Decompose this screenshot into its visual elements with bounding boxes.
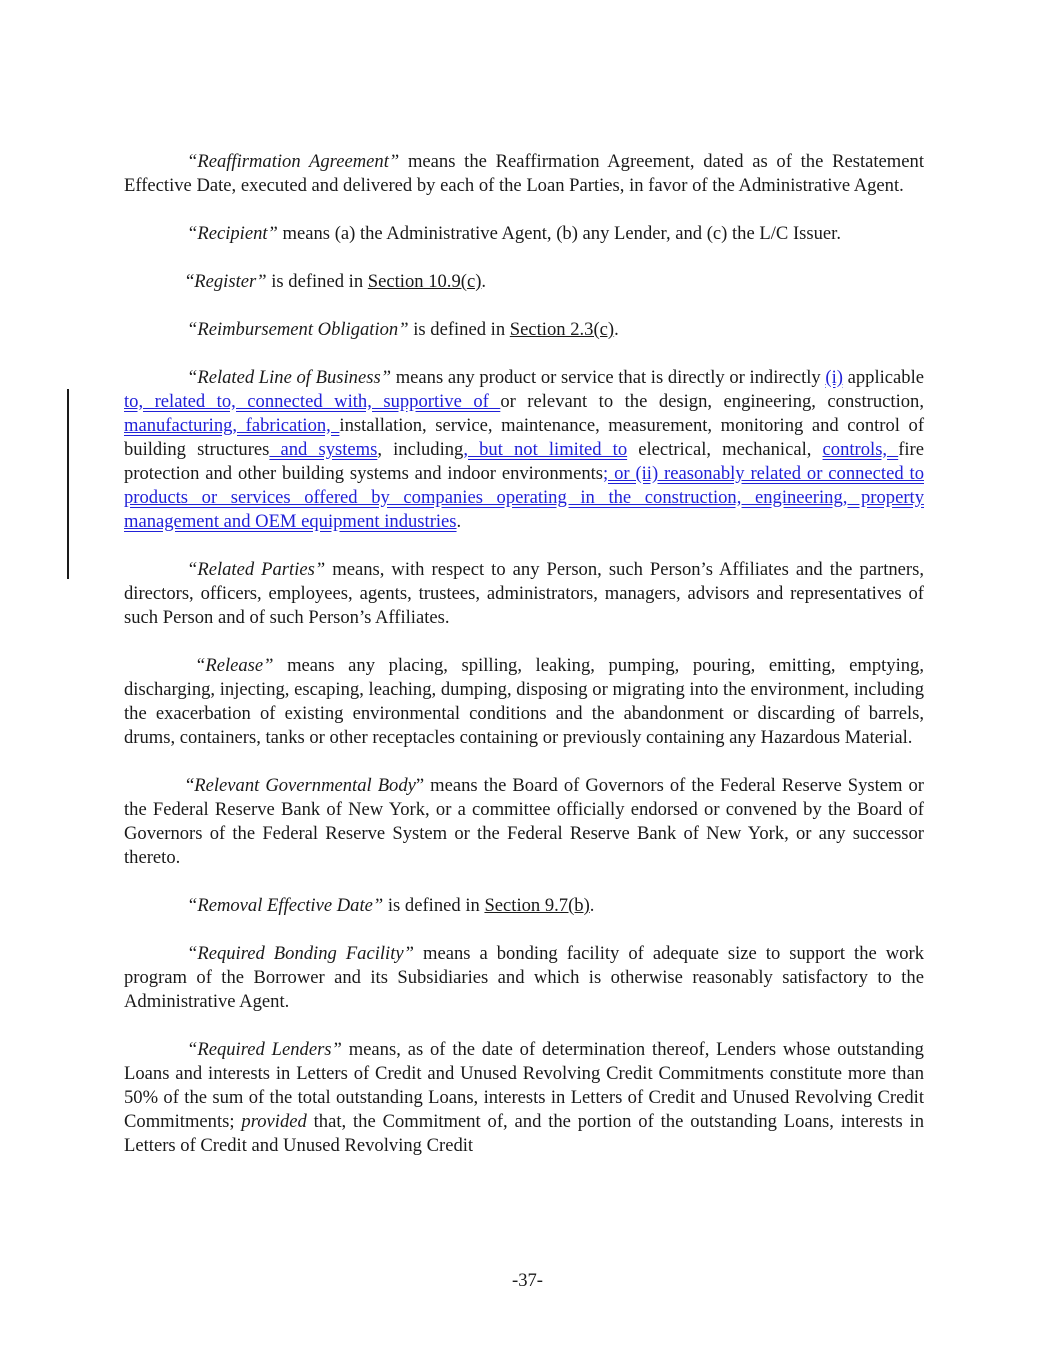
definition-text: means the Reaffirmation Agreement, dated as of the Restatement Effective Date, executed and delivered by each of the Loan Parties, in favor of the Administrative Agent. xyxy=(124,151,924,196)
definition-required-bonding-facility xyxy=(124,942,924,1014)
definition-related-line-of-business xyxy=(124,366,924,534)
inserted-text: to, related to, connected with, supportive of xyxy=(124,391,501,412)
definition-release xyxy=(124,654,924,750)
open-quote: “ xyxy=(186,271,195,292)
defined-term: “Reaffirmation Agreement” xyxy=(187,151,400,172)
inserted-text: , but not limited to xyxy=(463,439,628,460)
section-reference[interactable]: Section 10.9(c) xyxy=(367,271,482,292)
definition-register xyxy=(124,270,924,294)
section-reference[interactable]: Section 9.7(b) xyxy=(484,895,590,916)
definition-text: . xyxy=(614,319,619,340)
definition-text: means any product or service that is directly or indirectly xyxy=(391,367,826,388)
definition-text: applicable xyxy=(842,367,924,388)
defined-term: “Required Bonding Facility” xyxy=(187,943,414,964)
definition-required-lenders xyxy=(124,1038,924,1158)
definition-text: ” means the Board of Governors of the Federal Reserve System or the Federal Reserve Bank of New York, or a committee officially endorsed or convened by the Board of Governors of the Federal Reserve System or the Federal Reserve Bank of New York, or any successor thereto. xyxy=(124,775,924,868)
inserted-text: (i) xyxy=(825,367,843,388)
defined-term: Register” xyxy=(194,271,267,292)
definition-related-parties xyxy=(124,558,924,630)
definition-text: means, with respect to any Person, such Person’s Affiliates and the partners, directors, officers, employees, agents, trustees, administrators, managers, advisors and representatives of such Person and of such Person’s Affiliates. xyxy=(124,559,924,628)
definition-text: means any placing, spilling, leaking, pumping, pouring, emitting, emptying, discharging, injecting, escaping, leaching, dumping, disposing or migrating into the environment, including the exacerbation of existing environmental conditions and the abandonment or discarding of barrels, drums, containers, tanks or other receptacles containing or previously containing any Hazardous Material. xyxy=(124,655,924,748)
defined-term: “Related Line of Business” xyxy=(187,367,392,388)
inserted-text: controls, xyxy=(822,439,899,460)
definition-text: means, as of the date of determination thereof, Lenders whose outstanding Loans and interests in Letters of Credit and Unused Revolving Credit Commitments constitute more than 50% of the sum of the total outstanding Loans, interests in Letters of Credit and Unused Revolving Credit Commitments; xyxy=(124,1039,924,1132)
open-quote: “ xyxy=(186,775,195,796)
section-reference[interactable]: Section 2.3(c) xyxy=(509,319,615,340)
definition-removal-effective-date xyxy=(124,894,924,918)
defined-term: “Release” xyxy=(195,655,274,676)
definition-text: means a bonding facility of adequate size to support the work program of the Borrower and its Subsidiaries and which is otherwise reasonably satisfactory to the Administrative Agent. xyxy=(124,943,924,1012)
defined-term: “Related Parties” xyxy=(187,559,326,580)
inserted-text: and systems xyxy=(269,439,378,460)
definition-text: means (a) the Administrative Agent, (b) any Lender, and (c) the L/C Issuer. xyxy=(277,223,841,244)
definition-reimbursement-obligation xyxy=(124,318,924,342)
definition-text: , including xyxy=(377,439,464,460)
definition-text: that, the Commitment of, and the portion of the outstanding Loans, interests in Letters of Credit and Unused Revolving Credit xyxy=(124,1111,925,1156)
revision-change-bar xyxy=(67,389,69,579)
definition-text: . xyxy=(481,271,487,292)
definition-recipient xyxy=(124,222,924,246)
definition-text: fire protection and other building systems and indoor environments xyxy=(124,439,925,484)
definition-text: . xyxy=(456,511,462,532)
document-page xyxy=(124,150,924,1158)
definition-reaffirmation-agreement xyxy=(124,150,924,198)
emphasis-provided: provided xyxy=(241,1111,307,1132)
defined-term: “Reimbursement Obligation” xyxy=(187,319,409,340)
page-number: -37- xyxy=(512,1270,543,1291)
defined-term: “Required Lenders” xyxy=(187,1039,342,1060)
defined-term: “Recipient” xyxy=(187,223,278,244)
defined-term: “Removal Effective Date” xyxy=(187,895,384,916)
defined-term: Relevant Governmental Body xyxy=(194,775,416,796)
definition-text: is defined in xyxy=(408,319,510,340)
definition-text: is defined in xyxy=(383,895,485,916)
definition-text: or relevant to the design, engineering, construction, xyxy=(500,391,924,412)
definition-text: is defined in xyxy=(266,271,368,292)
definition-relevant-governmental-body xyxy=(124,774,924,870)
inserted-text: ; or (ii) reasonably related or connected to products or services offered by companies operating in the construction, engineering, property management and OEM equipment industries xyxy=(124,463,924,532)
inserted-text: manufacturing, fabrication, xyxy=(124,415,340,436)
definition-text: . xyxy=(589,895,595,916)
definition-text: electrical, mechanical, xyxy=(627,439,823,460)
definition-text: installation, service, maintenance, measurement, monitoring and control of building structures xyxy=(124,415,925,460)
